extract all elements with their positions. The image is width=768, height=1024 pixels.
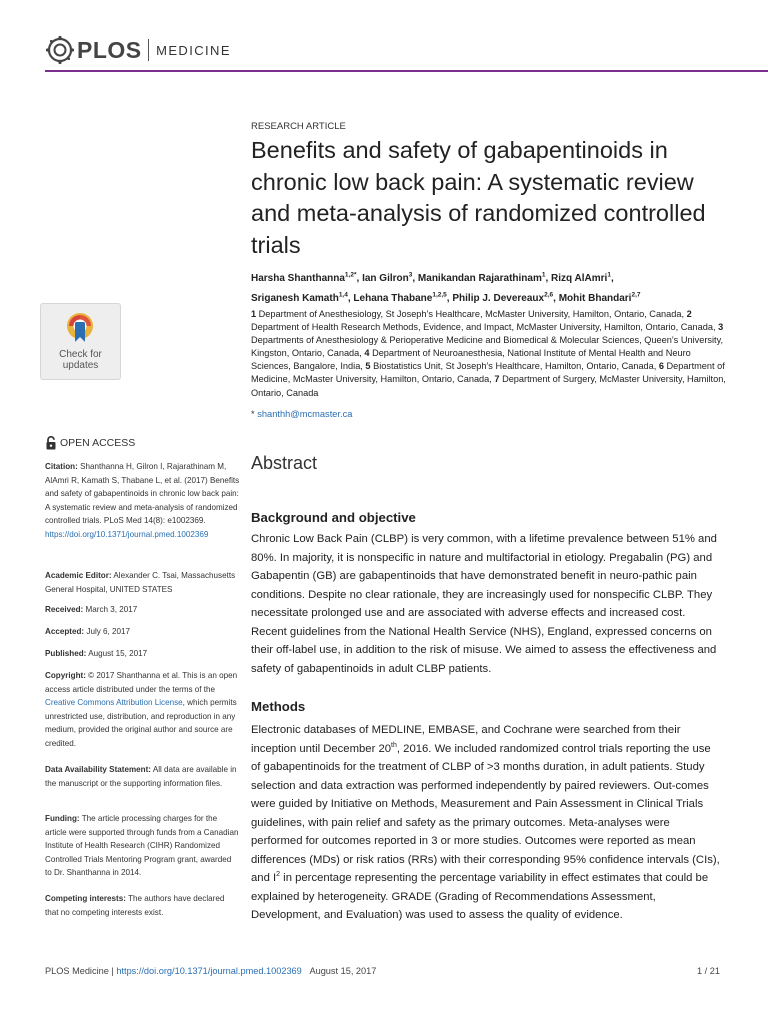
methods-superscript-th: th (391, 741, 397, 749)
author (251, 293, 353, 304)
author (559, 293, 641, 304)
author (362, 273, 418, 284)
author-affiliation-refs: 2,7 (631, 291, 641, 299)
bookmark-ribbon-icon (63, 311, 97, 345)
author (551, 273, 614, 284)
copyright-text: © 2017 Shanthanna et al. This is an open access article distributed under the terms of the (45, 671, 238, 694)
author-separator: , (446, 292, 453, 304)
copyright-block (45, 669, 240, 751)
open-access-label (45, 436, 135, 450)
received-label: Received: (45, 605, 84, 614)
published-label: Published: (45, 649, 87, 658)
author-name: Rizq AlAmri (551, 273, 608, 285)
email-link[interactable]: shanthh@mcmaster.ca (257, 409, 353, 419)
copyright-label: Copyright: (45, 671, 86, 680)
received-block (45, 603, 240, 617)
article-title: Benefits and safety of gabapentinoids in chronic low back pain: A systematic review and meta-analysis of randomized controlled trials (251, 137, 706, 258)
author-name: Manikandan Rajarathinam (417, 273, 542, 285)
author-name: Sriganesh Kamath (251, 292, 339, 304)
logo-text: PLOS (77, 36, 142, 63)
author-affiliation-refs: 2,6 (544, 291, 554, 299)
affiliation (365, 361, 658, 371)
journal-name: MEDICINE (156, 43, 231, 58)
author-list (251, 268, 731, 307)
accepted-date: July 6, 2017 (86, 627, 131, 636)
methods-text-2: , 2016. We included randomized control trials reporting the use of gabapentinoids for the treatment of CLBP of >3 months duration, in adult patients. Study selection and data extraction was performed independently by paired reviewers. Out-comes were guided by Initiative on Methods, Measurement and Pain Assessment in Clinical Trials guidelines, with pain relief and safety as the primary outcomes. Meta-analyses were performed for outcomes reported in 3 or more studies. Outcomes were reported as mean differences (MDs) or risk ratios (RRs) with their corresponding 95% confidence intervals (CIs), and I (251, 742, 720, 884)
footer-doi-link[interactable]: https://doi.org/10.1371/journal.pmed.1002369 (116, 966, 302, 976)
author-name: Mohit Bhandari (558, 292, 632, 304)
author-affiliation-refs: 1 (607, 272, 611, 279)
accepted-block (45, 625, 240, 639)
open-lock-icon (45, 436, 57, 450)
badge-line-2: updates (62, 360, 99, 371)
author (251, 273, 362, 284)
published-date: August 15, 2017 (88, 649, 148, 658)
page-number: 1 / 21 (697, 966, 720, 976)
logo-divider (148, 39, 150, 61)
author-name: Lehana Thabane (353, 292, 433, 304)
author-separator: , (347, 292, 354, 304)
affiliation-text: Department of Anesthesiology, St Joseph’s Healthcare, McMaster University, Hamilton, Ontario, Canada, (258, 309, 687, 319)
competing-interests-block (45, 892, 240, 919)
funding-label: Funding: (45, 814, 80, 823)
footer-journal: PLOS Medicine (45, 966, 109, 976)
methods-paragraph (251, 721, 721, 925)
citation-block (45, 460, 240, 542)
abstract-heading: Abstract (251, 453, 318, 473)
received-date: March 3, 2017 (85, 605, 138, 614)
affiliation-text: Department of Health Research Methods, Evidence, and Impact, McMaster University, Hamilton, Ontario, Canada, (251, 322, 719, 333)
author-separator: , (610, 273, 614, 285)
check-for-updates-label (41, 349, 120, 371)
open-access-text: OPEN ACCESS (60, 437, 136, 449)
citation-text: Shanthanna H, Gilron I, Rajarathinam M, AlAmri R, Kamath S, Thabane L, et al. (2017) Benefits and safety of gabapentinoids in chronic low back pain: A systematic review and meta-analysis of randomized controlled trials. PLoS Med 14(8): e1002369. (45, 462, 240, 526)
data-availability-text: All data are available in the manuscript or the supporting information files. (45, 765, 237, 788)
author-name: Harsha Shanthanna (251, 273, 345, 285)
published-block (45, 647, 240, 661)
affiliation-text: Departments of Anesthesiology & Perioperative Medicine and Biomedical & Molecular Sciences, Queen’s University, Kingston, Ontario, Canada, (251, 335, 724, 359)
citation-doi-link[interactable]: https://doi.org/10.1371/journal.pmed.1002369 (45, 529, 209, 539)
methods-heading: Methods (251, 699, 306, 714)
methods-text-3: in percentage representing the percentage variability in effect estimates that could be explained by heterogeneity. GRADE (Grading of Recommendations Assessment, Development, and Evaluation) was used to assess the quality of evidence. (251, 872, 709, 921)
author-name: Philip J. Devereaux (452, 292, 545, 304)
author (353, 293, 452, 304)
author-separator: , (545, 273, 552, 285)
license-link[interactable]: Creative Commons Attribution License (45, 698, 183, 708)
citation-label: Citation: (45, 462, 78, 471)
plos-logo-icon (45, 35, 75, 65)
data-availability-label: Data Availability Statement: (45, 765, 151, 774)
header-rule (45, 70, 768, 72)
affiliation-text: Department of Neuroanesthesia, National Institute of Mental Health and Neuro Sciences, Bangalore, India, (251, 348, 691, 372)
badge-line-1: Check for (59, 349, 102, 360)
author-separator: , (356, 273, 363, 285)
author-name: Ian Gilron (362, 273, 409, 285)
affiliation-text: Department of Surgery, McMaster University, Hamilton, Ontario, Canada (251, 374, 726, 398)
author-affiliation-refs: 1 (541, 272, 546, 279)
affiliation-number: 3 (718, 322, 724, 333)
methods-superscript-2: 2 (276, 871, 281, 879)
plos-medicine-logo[interactable] (45, 33, 231, 67)
copyright-text-continued: , which permits unrestricted use, distribution, and reproduction in any medium, provided the original author and source are credited. (45, 698, 237, 748)
methods-text-1: Electronic databases of MEDLINE, EMBASE, and Cochrane were searched from their inception until December 20 (251, 724, 681, 755)
background-paragraph: Chronic Low Back Pain (CLBP) is very common, with a lifetime prevalence between 51% and 80%. In majority, it is nonspecific in nature and multifactorial in etiology. Pregabalin (PG) and Gabapentin (GB) are gabapentinoids that have demonstrated benefit in neuro-pathic pain conditions. Despite no clear rationale, they are increasingly used for nonspecific CLBP. They necessitate prolonged use and are associated with adverse effects and increased cost. Recent guidelines from the National Health Service (NHS), England, expressed concerns on their off-label use, in addition to the risk of misuse. We aimed to assess the effectiveness and safety of gabapentinoids in adult CLBP patients. (251, 533, 717, 675)
accepted-label: Accepted: (45, 627, 85, 636)
author (418, 273, 551, 284)
affiliation-number: 4 (364, 348, 373, 359)
footer-date: August 15, 2017 (309, 966, 377, 976)
page-footer (45, 966, 695, 976)
competing-interests-label: Competing interests: (45, 894, 126, 903)
affiliations (251, 308, 729, 400)
competing-interests-text: The authors have declared that no competing interests exist. (45, 894, 225, 917)
affiliation-number: 7 (494, 374, 503, 385)
author-separator: , (553, 292, 559, 304)
article-type: RESEARCH ARTICLE (251, 121, 346, 132)
author-affiliation-refs: 1,2,5 (432, 291, 447, 299)
author (452, 293, 558, 304)
funding-block (45, 812, 240, 880)
academic-editor-block (45, 569, 240, 596)
affiliation-number: 5 (365, 361, 374, 372)
author-affiliation-refs: 1,4 (338, 291, 348, 299)
author-affiliation-refs: 3 (408, 272, 413, 279)
affiliation-text: Department of Medicine, McMaster University, Hamilton, Ontario, Canada, (251, 361, 725, 385)
corresponding-email (251, 409, 352, 419)
affiliation-text: Biostatistics Unit, St Joseph’s Healthcare, Hamilton, Ontario, Canada, (373, 361, 659, 372)
author-affiliation-refs: 1,2* (344, 272, 357, 279)
background-heading: Background and objective (251, 510, 416, 525)
editor-text: Alexander C. Tsai, Massachusetts General Hospital, UNITED STATES (45, 571, 236, 594)
editor-label: Academic Editor: (45, 571, 112, 580)
affiliation-number: 2 (686, 309, 692, 319)
affiliation-number: 6 (658, 361, 667, 372)
data-availability-block (45, 763, 240, 790)
affiliation (251, 309, 687, 319)
affiliation-number: 1 (251, 309, 259, 319)
author-separator: , (412, 273, 418, 285)
corresponding-mark: * (251, 409, 255, 419)
check-for-updates-badge[interactable] (40, 303, 121, 380)
funding-text: The article processing charges for the article were supported through funds from a Canadian Institute of Health Research (CIHR) Randomized Controlled Trials Mentoring Program grant, awarded to Dr. Shanthanna in 2014. (45, 814, 239, 878)
footer-separator: | (111, 966, 114, 976)
